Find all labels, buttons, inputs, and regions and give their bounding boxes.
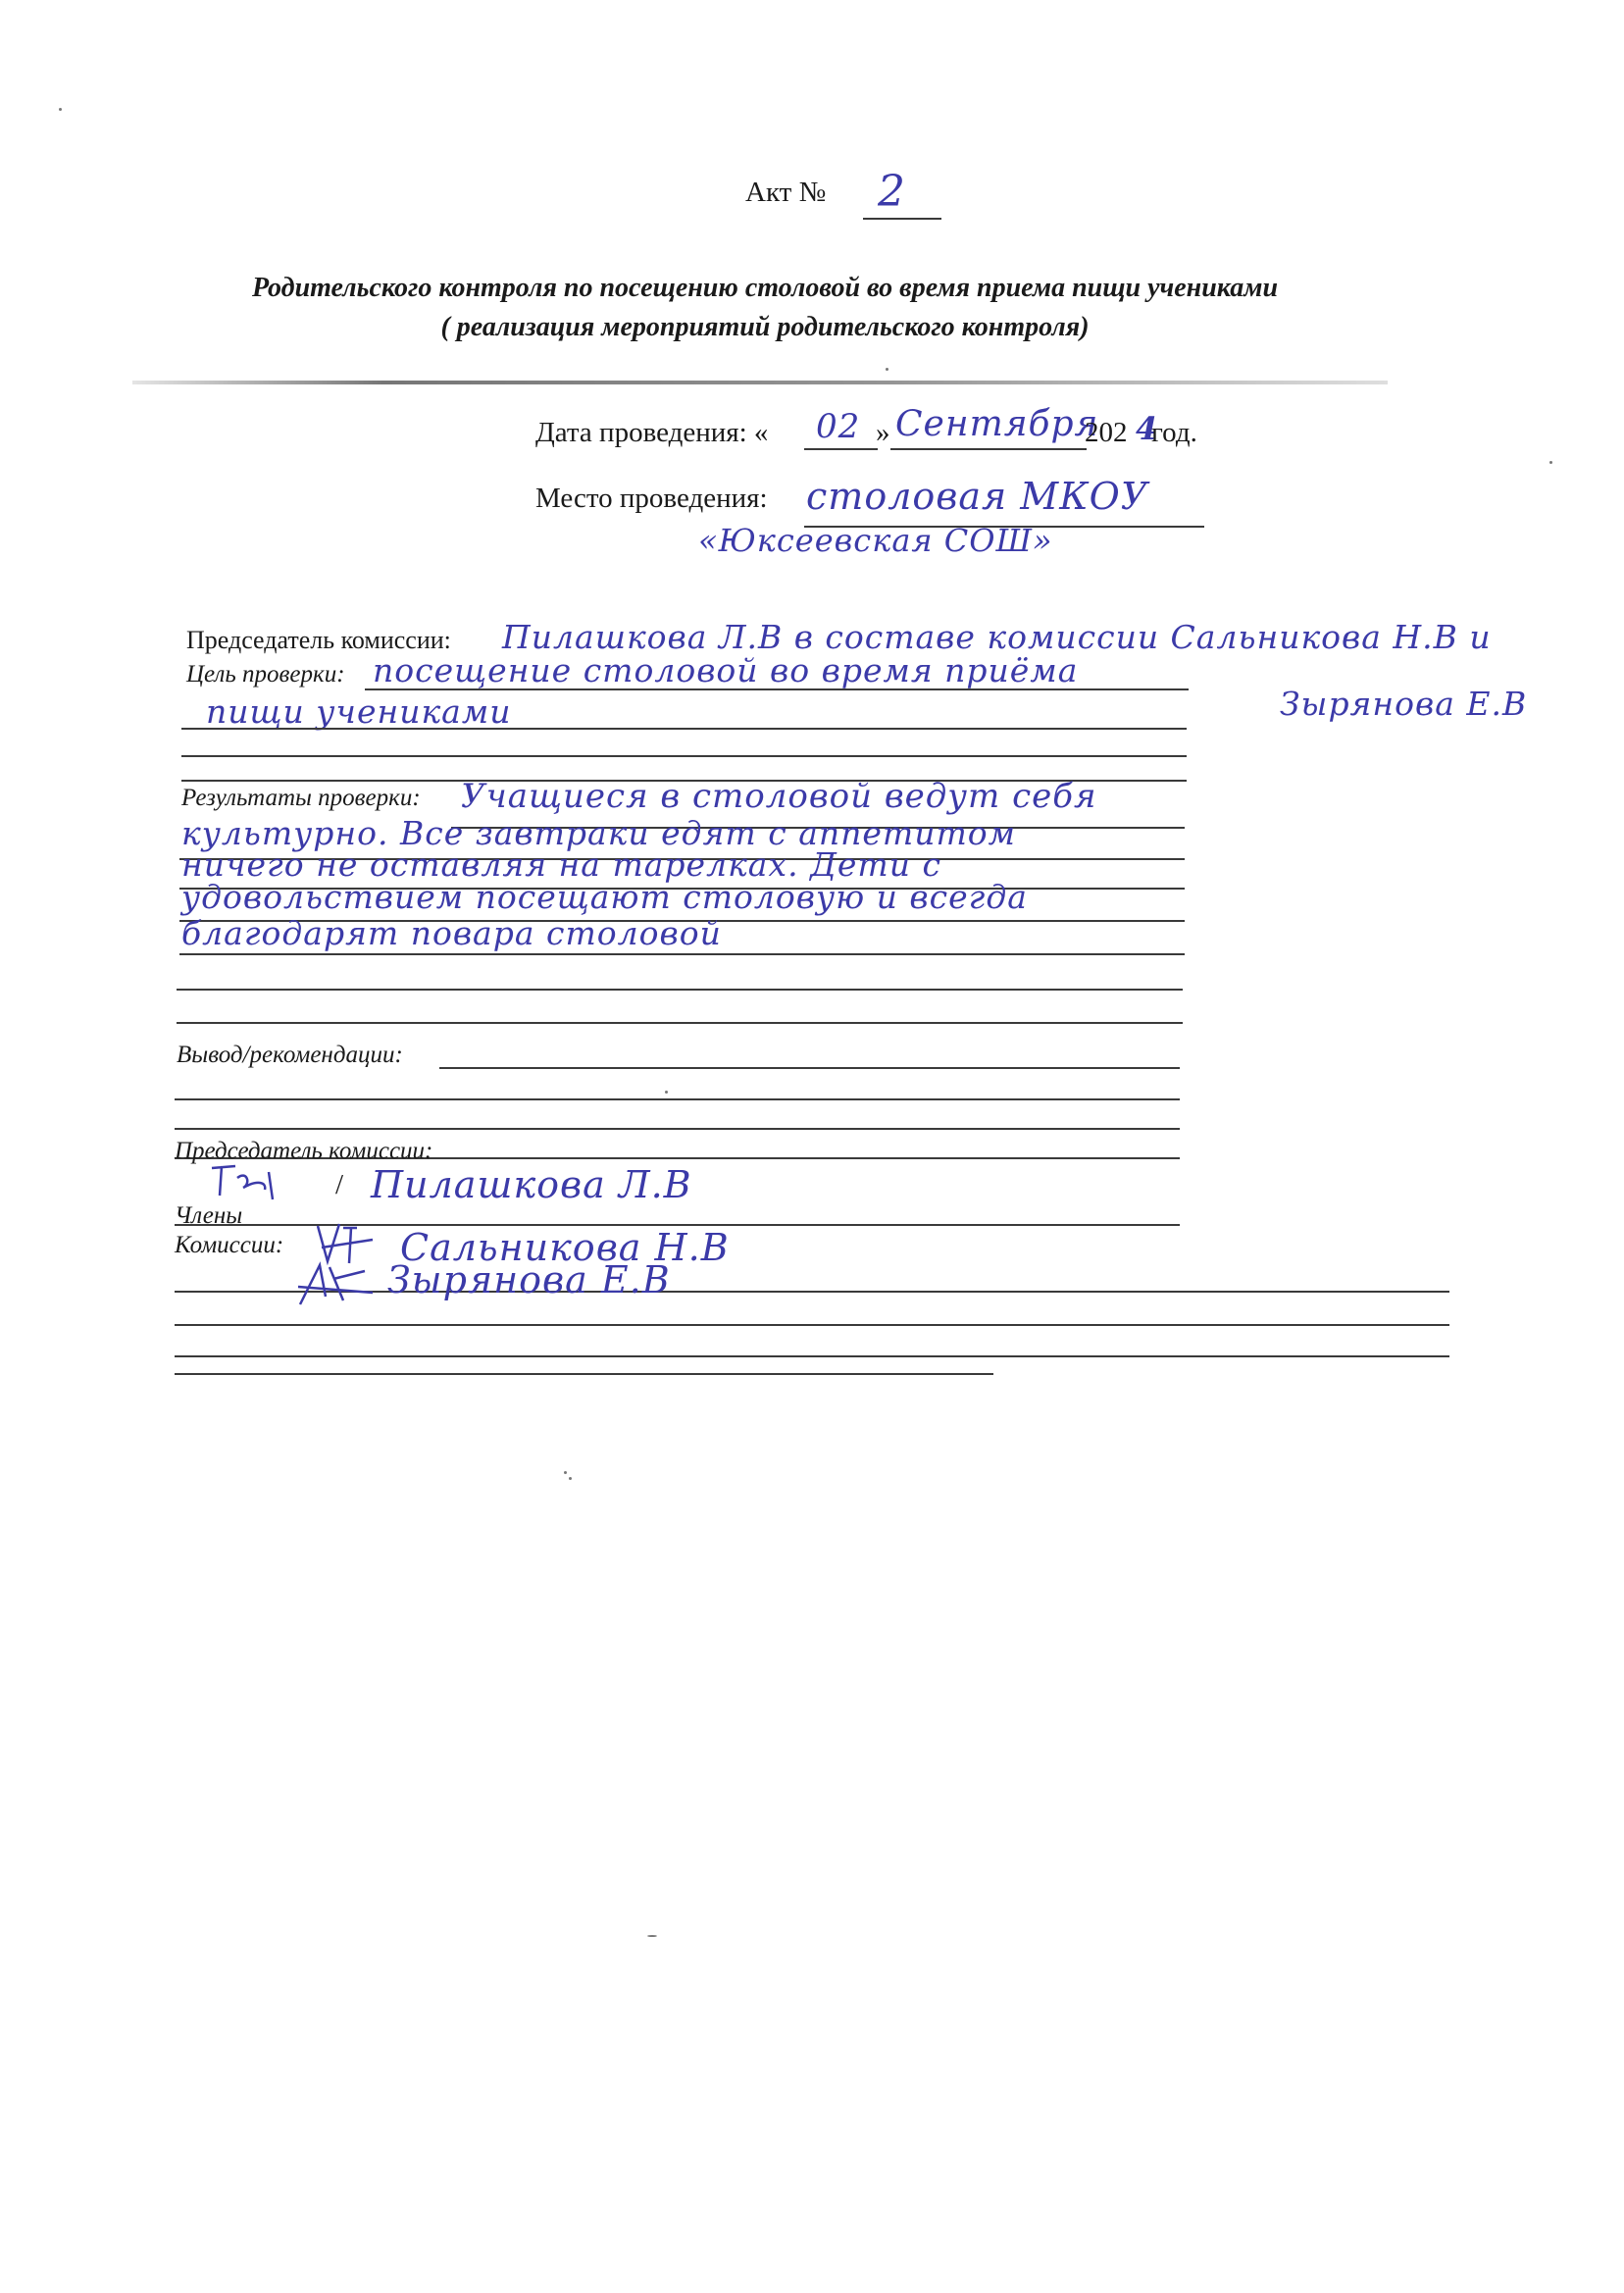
results-line-3: ничего не оставляя на тарелках. Дети с [181, 845, 941, 884]
results-rule-7 [177, 1022, 1183, 1024]
sign-chair-slash: / [335, 1169, 344, 1200]
scan-speck [564, 1471, 567, 1474]
goal-rule-1 [365, 688, 1189, 690]
conclusion-rule-2 [175, 1098, 1180, 1100]
date-mid: » [876, 417, 890, 448]
sign-chair-label: Председатель комиссии: [175, 1138, 433, 1164]
place-label: Место проведения: [535, 483, 768, 514]
results-rule-6 [177, 989, 1183, 991]
date-year-digit: 4 [1136, 410, 1159, 447]
title-line-2: ( реализация мероприятий родительского контроля) [440, 312, 1090, 342]
date-suffix: год. [1151, 417, 1197, 448]
members-label: Члены [175, 1202, 243, 1229]
chair-value-2: Зырянова Е.В [1280, 685, 1528, 723]
goal-rule-3 [181, 755, 1187, 757]
conclusion-rule-3 [175, 1128, 1180, 1130]
act-number: 2 [878, 167, 906, 217]
results-line-4: удовольствием посещают столовую и всегда [181, 878, 1028, 916]
member2-rule [175, 1324, 1449, 1326]
chair-label: Председатель комиссии: [186, 626, 451, 654]
chair-value: Пилашкова Л.В в составе комиссии Сальникова Н.В и [502, 618, 1492, 656]
scan-speck [59, 108, 62, 111]
title-line-1: Родительского контроля по посещению столовой во время приема пищи учениками [251, 273, 1279, 303]
scan-speck [647, 1935, 657, 1937]
results-rule-5 [179, 953, 1185, 955]
separator-line [132, 381, 1388, 384]
act-label: Акт № [745, 177, 827, 208]
act-number-line [863, 218, 941, 220]
date-label: Дата проведения: « [535, 417, 769, 448]
extra-rule-2 [175, 1373, 993, 1375]
date-day-line [804, 448, 878, 450]
extra-rule-1 [175, 1355, 1449, 1357]
date-year-prefix: 202 [1085, 417, 1128, 448]
conclusion-rule-1 [439, 1067, 1180, 1069]
results-line-1: Учащиеся в столовой ведут себя [461, 777, 1097, 816]
scan-speck [1549, 461, 1552, 464]
goal-line-1: посещение столовой во время приёма [373, 651, 1079, 689]
commission-label: Комиссии: [175, 1232, 284, 1258]
member2-signature-mark [294, 1257, 382, 1312]
results-label: Результаты проверки: [181, 785, 421, 811]
date-month-line [890, 448, 1087, 450]
member2-name: Зырянова Е.В [387, 1258, 671, 1301]
scan-speck [569, 1477, 572, 1480]
results-line-2: культурно. Все завтраки едят с аппетитом [181, 814, 1016, 852]
goal-line-2: пищи учениками [206, 692, 512, 731]
place-line-1: столовая МКОУ [806, 475, 1149, 518]
results-line-5: благодарят повара столовой [181, 914, 722, 952]
date-day: 02 [816, 407, 861, 446]
date-month: Сентября [895, 404, 1099, 444]
chair-signature-mark [208, 1160, 296, 1205]
scan-speck [886, 368, 888, 371]
place-line-2: «Юксеевская СОШ» [698, 522, 1053, 559]
sign-chair-name: Пилашкова Л.В [371, 1163, 692, 1206]
conclusion-label: Вывод/рекомендации: [177, 1042, 403, 1068]
goal-label: Цель проверки: [186, 661, 345, 688]
member1-name: Сальникова Н.В [400, 1226, 730, 1269]
goal-rule-2 [181, 728, 1187, 730]
scan-speck [665, 1091, 668, 1094]
